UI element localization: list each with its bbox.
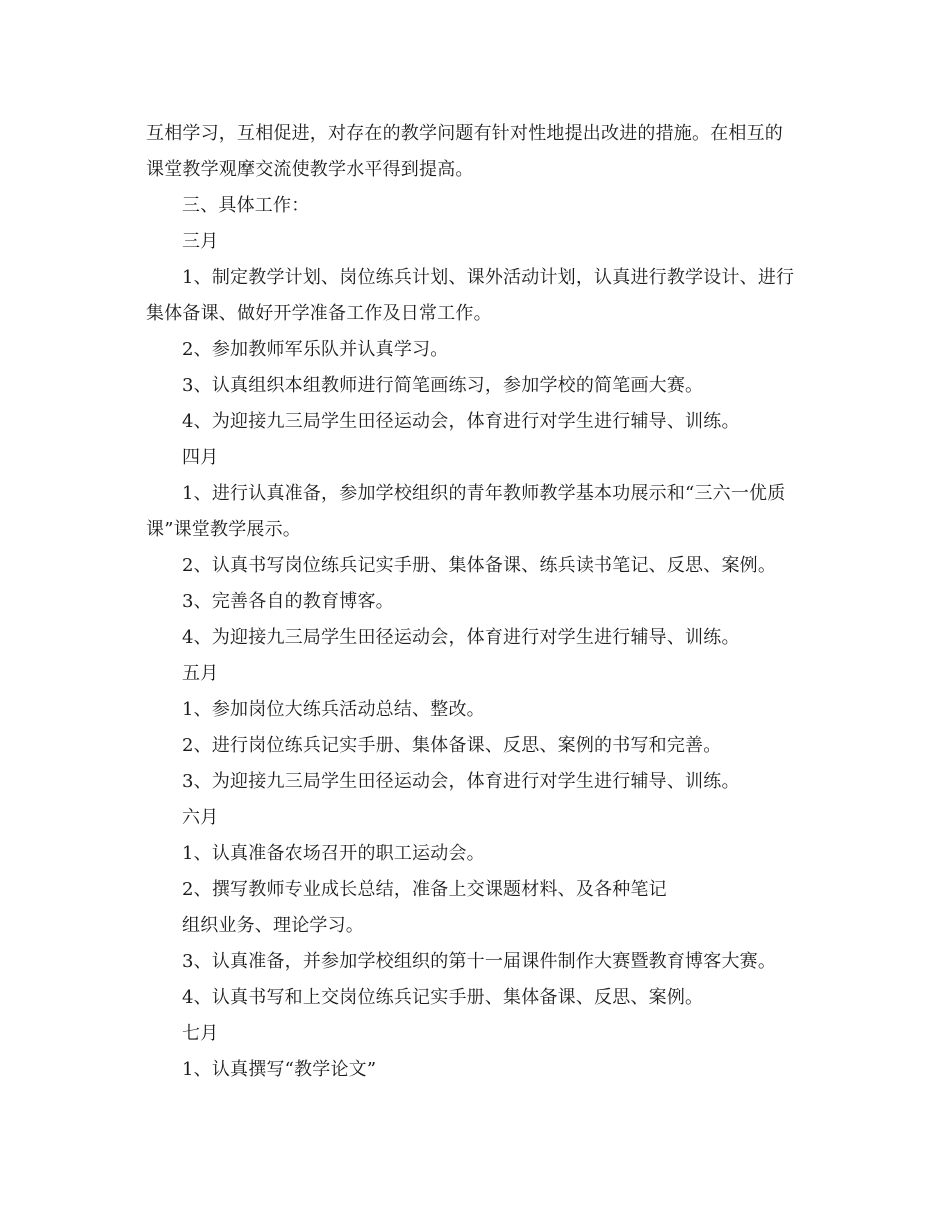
- text-line: 2、进行岗位练兵记实手册、集体备课、反思、案例的书写和完善。: [182, 735, 722, 756]
- text-line: 4、为迎接九三局学生田径运动会，体育进行对学生进行辅导、训练。: [182, 627, 740, 648]
- document-body: [146, 116, 816, 1088]
- text-line: 2、撰写教师专业成长总结，准备上交课题材料、及各种笔记: [182, 879, 667, 900]
- text-line: 2、参加教师军乐队并认真学习。: [182, 339, 449, 360]
- text-line: 1、制定教学计划、岗位练兵计划、课外活动计划，认真进行教学设计、进行: [182, 267, 795, 288]
- text-line: 三月: [182, 231, 219, 252]
- text-line: 课”课堂教学展示。: [146, 519, 302, 540]
- text-line: 六月: [182, 807, 219, 828]
- text-line: 互相学习，互相促进，对存在的教学问题有针对性地提出改进的措施。在相互的: [146, 123, 783, 144]
- text-line: 3、完善各自的教育博客。: [182, 591, 394, 612]
- text-line: 七月: [182, 1023, 219, 1044]
- text-line: 三、具体工作：: [182, 195, 310, 216]
- text-line: 1、参加岗位大练兵活动总结、整改。: [182, 699, 485, 720]
- text-line: 组织业务、理论学习。: [182, 915, 364, 936]
- text-line: 课堂教学观摩交流使教学水平得到提高。: [146, 159, 474, 180]
- text-line: 3、为迎接九三局学生田径运动会，体育进行对学生进行辅导、训练。: [182, 771, 740, 792]
- text-line: 四月: [182, 447, 219, 468]
- text-line: 4、为迎接九三局学生田径运动会，体育进行对学生进行辅导、训练。: [182, 411, 740, 432]
- text-line: 五月: [182, 663, 219, 684]
- text-line: 3、认真准备，并参加学校组织的第十一届课件制作大赛暨教育博客大赛。: [182, 951, 777, 972]
- text-line: 3、认真组织本组教师进行简笔画练习，参加学校的简笔画大赛。: [182, 375, 704, 396]
- text-line: 2、认真书写岗位练兵记实手册、集体备课、练兵读书笔记、反思、案例。: [182, 555, 777, 576]
- text-line: 集体备课、做好开学准备工作及日常工作。: [146, 303, 492, 324]
- text-line: 1、认真准备农场召开的职工运动会。: [182, 843, 485, 864]
- text-line: 1、进行认真准备，参加学校组织的青年教师教学基本功展示和“三六一优质: [182, 483, 786, 504]
- text-line: 1、认真撰写“教学论文”: [182, 1059, 377, 1080]
- text-line: 4、认真书写和上交岗位练兵记实手册、集体备课、反思、案例。: [182, 987, 704, 1008]
